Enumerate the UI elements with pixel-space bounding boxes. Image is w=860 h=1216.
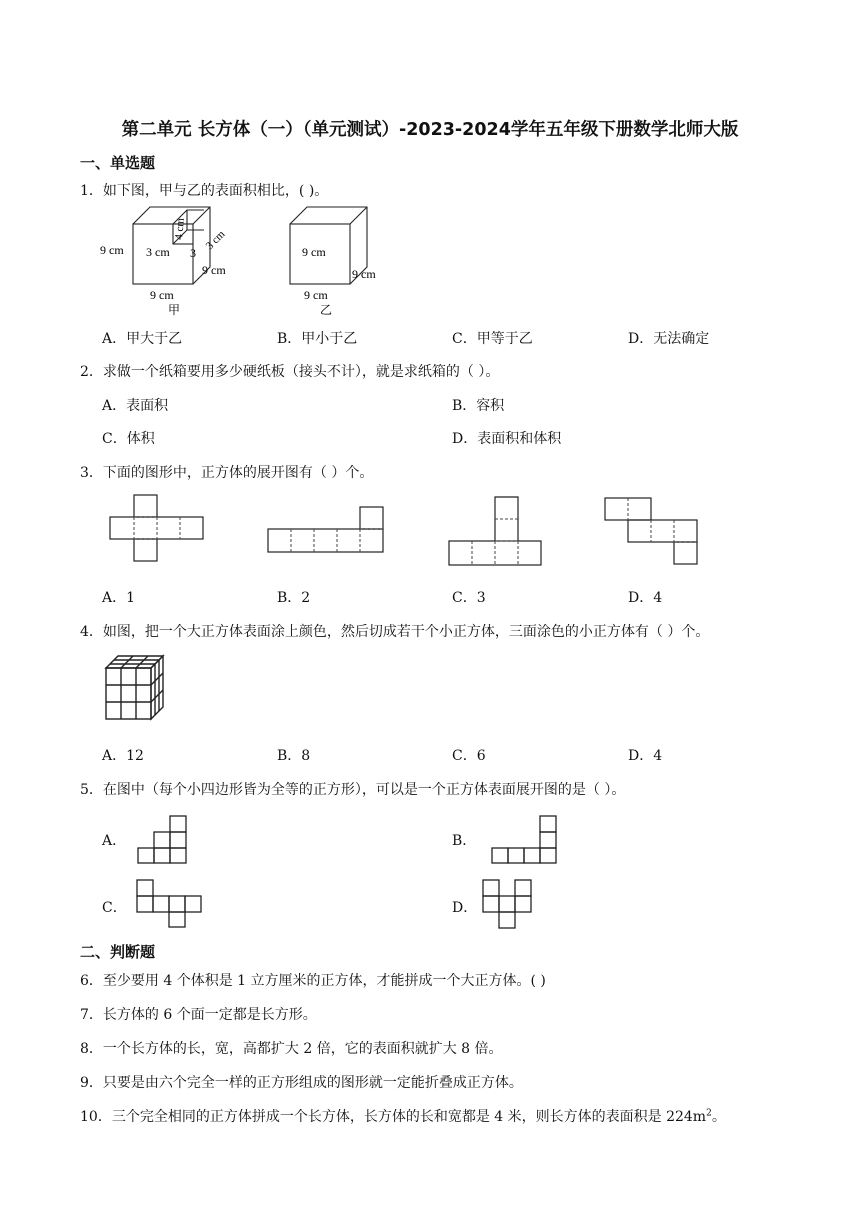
figure-jia (98, 204, 248, 316)
net-figure-4 (605, 498, 700, 570)
label-3cm: 3 cm (146, 245, 170, 259)
question-5: 5．在图中（每个小四边形皆为全等的正方形），可以是一个正方体表面展开图的是（ ）。 (80, 782, 626, 798)
q3-option-b[interactable]: B．2 (277, 590, 311, 606)
q3-option-d[interactable]: D．4 (628, 590, 663, 606)
question-4: 4．如图，把一个大正方体表面涂上颜色，然后切成若干个小正方体，三面涂色的小正方体有（ ）个。 (80, 624, 710, 640)
page-title: 第二单元 长方体（一）（单元测试）-2023-2024学年五年级下册数学北师大版 (121, 120, 739, 140)
q1-option-d[interactable]: D．无法确定 (628, 331, 710, 347)
label-9cm-bottom: 9 cm (150, 288, 174, 302)
painted-cube-figure (104, 654, 166, 722)
q4-option-c[interactable]: C．6 (452, 748, 486, 764)
q4-option-b[interactable]: B．8 (277, 748, 311, 764)
q1-option-b[interactable]: B．甲小于乙 (277, 331, 358, 347)
section-judgement: 二、判断题 (80, 943, 156, 961)
section-single-choice: 一、单选题 (80, 154, 156, 172)
net-figure-2 (268, 507, 388, 557)
q2-option-a[interactable]: A．表面积 (102, 398, 169, 414)
label-3cm-diag: 3 cm (203, 228, 228, 253)
q4-option-a[interactable]: A．12 (102, 748, 144, 764)
q3-option-a[interactable]: A．1 (102, 590, 136, 606)
q1-option-c[interactable]: C．甲等于乙 (452, 331, 533, 347)
q2-option-c[interactable]: C．体积 (102, 431, 155, 447)
question-3: 3．下面的图形中，正方体的展开图有（ ）个。 (80, 465, 374, 481)
label-9cm-side: 9 cm (352, 267, 376, 281)
label-9cm-base: 9 cm (304, 288, 328, 302)
q3-option-c[interactable]: C．3 (452, 590, 486, 606)
question-10-end: 。 (711, 1109, 726, 1125)
label-9cm-front: 9 cm (302, 245, 326, 259)
q1-option-a[interactable]: A．甲大于乙 (102, 331, 183, 347)
question-8: 8．一个长方体的长，宽，高都扩大 2 倍，它的表面积就扩大 8 倍。 (80, 1041, 503, 1057)
question-10-sup: 2 (706, 1108, 712, 1119)
net-figure-3 (449, 497, 544, 569)
question-2: 2．求做一个纸箱要用多少硬纸板（接头不计），就是求纸箱的（ ）。 (80, 364, 500, 380)
q2-option-b[interactable]: B．容积 (452, 398, 505, 414)
question-10 (80, 1106, 726, 1126)
q2-option-d[interactable]: D．表面积和体积 (452, 431, 562, 447)
q5-option-a[interactable]: A． (102, 833, 127, 849)
q4-option-d[interactable]: D．4 (628, 748, 663, 764)
question-9: 9．只要是由六个完全一样的正方形组成的图形就一定能折叠成正方体。 (80, 1075, 523, 1091)
label-3: 3 (190, 246, 196, 260)
question-1: 1．如下图，甲与乙的表面积相比，( )。 (80, 183, 329, 199)
question-7: 7．长方体的 6 个面一定都是长方形。 (80, 1007, 317, 1023)
caption-yi: 乙 (320, 303, 333, 317)
q5-net-b (492, 815, 558, 865)
caption-jia: 甲 (168, 303, 181, 317)
q5-option-c[interactable]: C． (102, 900, 127, 916)
q5-net-c (136, 879, 204, 929)
q5-option-d[interactable]: D． (452, 900, 478, 916)
q5-option-b[interactable]: B． (452, 833, 477, 849)
label-4cm: 4 cm (173, 217, 187, 241)
net-figure-1 (110, 495, 205, 565)
label-9cm-right: 9 cm (202, 263, 226, 277)
label-9cm-left: 9 cm (100, 243, 124, 257)
figure-yi (280, 204, 400, 316)
question-6: 6．至少要用 4 个体积是 1 立方厘米的正方体，才能拼成一个大正方体。( ) (80, 973, 546, 989)
q5-net-d (482, 879, 534, 931)
q5-net-a (138, 815, 188, 865)
question-10-text: 10．三个完全相同的正方体拼成一个长方体，长方体的长和宽都是 4 米，则长方体的表面积是 224m (80, 1109, 707, 1125)
